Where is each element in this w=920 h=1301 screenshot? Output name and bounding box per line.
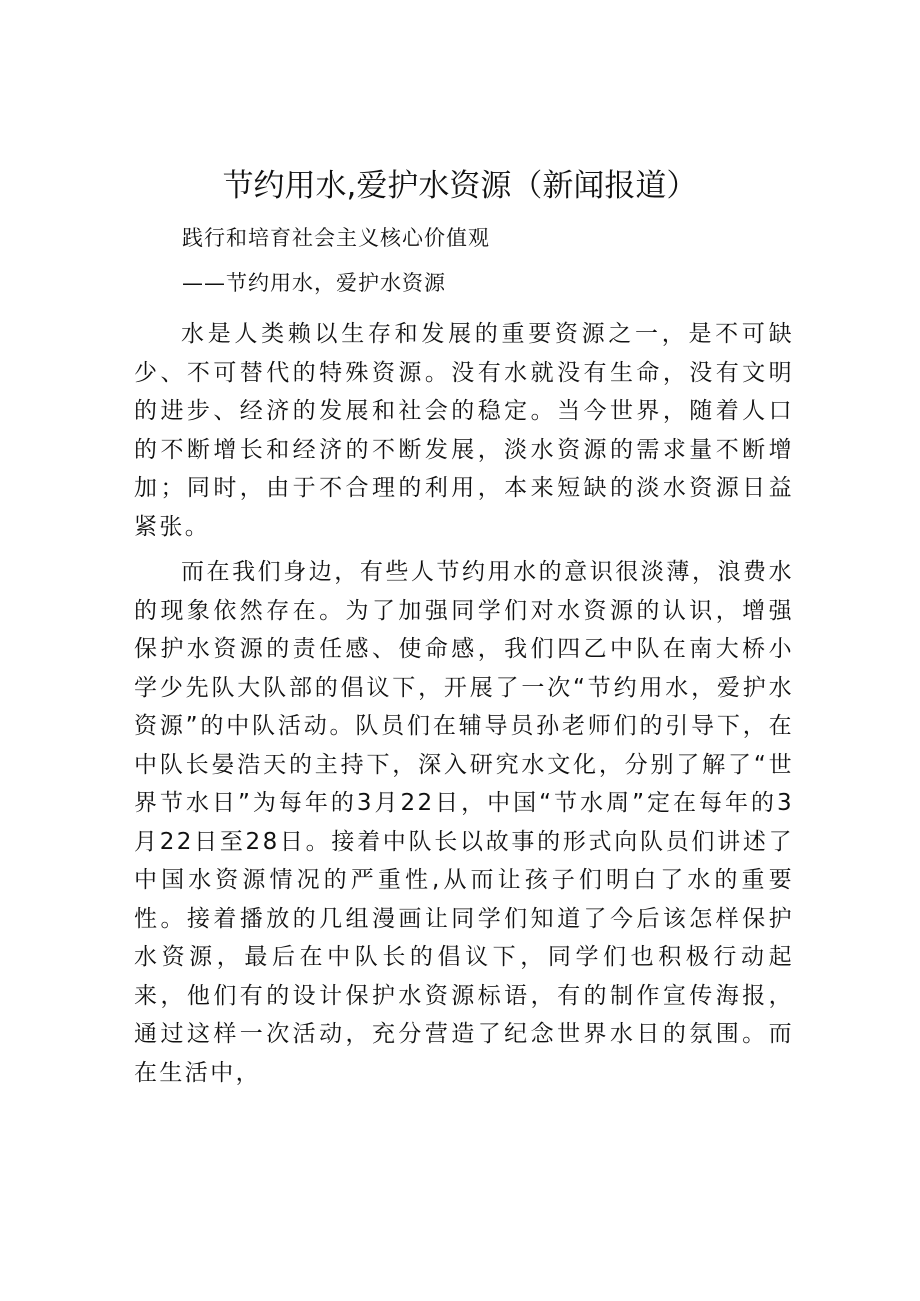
body-paragraph-2: 而在我们身边，有些人节约用水的意识很淡薄，浪费水的现象依然存在。为了加强同学们对水资源的认识，增强保护水资源的责任感、使命感，我们四乙中队在南大桥小学少先队大队部的倡议下，开展了一次“节约用水，爱护水资源”的中队活动。队员们在辅导员孙老师们的引导下，在中队长晏浩天的主持下，深入研究水文化，分别了解了“世界节水日”为每年的3月22日，中国“节水周”定在每年的3月22日至28日。接着中队长以故事的形式向队员们讲述了中国水资源情况的严重性,从而让孩子们明白了水的重要性。接着播放的几组漫画让同学们知道了今后该怎样保护水资源，最后在中队长的倡议下，同学们也积极行动起来，他们有的设计保护水资源标语，有的制作宣传海报，通过这样一次活动，充分营造了纪念世界水日的氛围。而在生活中，: [134, 559, 794, 1086]
subtitle-theme: 践行和培育社会主义核心价值观: [182, 226, 490, 250]
document-title: 节约用水,爱护水资源（新闻报道）: [222, 168, 698, 204]
body-paragraph-1: 水是人类赖以生存和发展的重要资源之一，是不可缺少、不可替代的特殊资源。没有水就没有生命，没有文明的进步、经济的发展和社会的稳定。当今世界，随着人口的不断增长和经济的不断发展，淡水资源的需求量不断增加；同时，由于不合理的利用，本来短缺的淡水资源日益紧张。: [134, 321, 794, 540]
subtitle-slogan: ——节约用水，爱护水资源: [182, 271, 446, 295]
